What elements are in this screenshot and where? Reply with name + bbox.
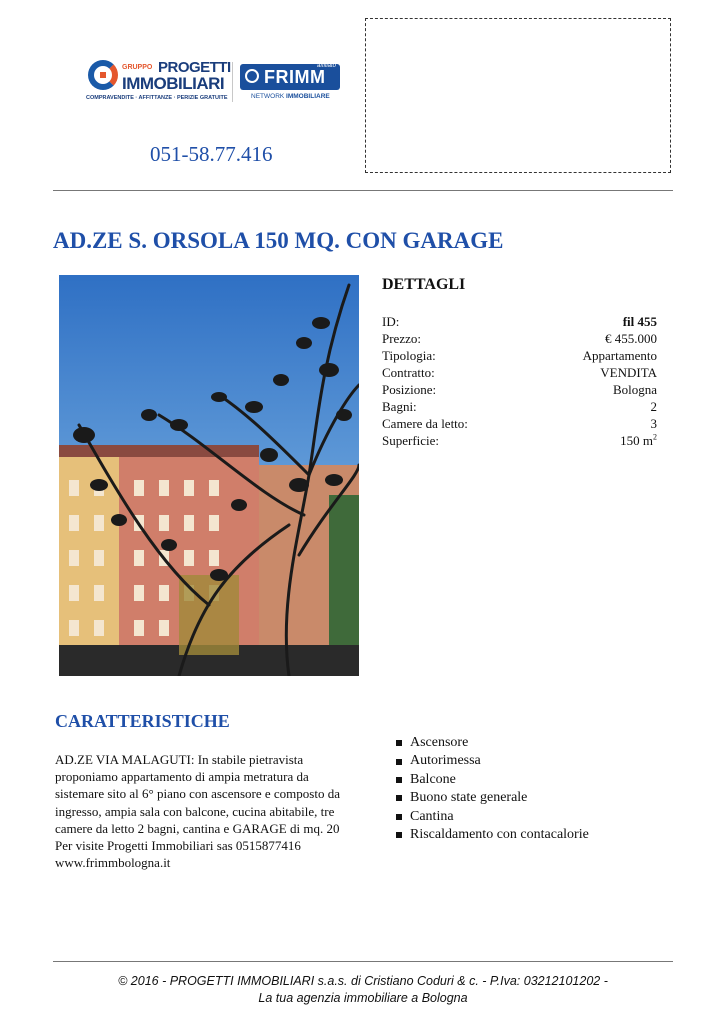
- detail-row-surface: Superficie: 150 $m^2$: [382, 432, 657, 448]
- feature-item: Cantina: [396, 808, 589, 826]
- feature-item: Buono state generale: [396, 789, 589, 807]
- website-link[interactable]: www.frimmbologna.it: [55, 855, 171, 871]
- logo-tagline: COMPRAVENDITE · AFFITTANZE · PERIZIE GRATUITE: [86, 95, 228, 101]
- footer-copyright: © 2016 - PROGETTI IMMOBILIARI s.a.s. di Cristiano Coduri & c. - P.Iva: 03212101202 -: [118, 974, 608, 988]
- agency-stamp-box: [365, 18, 671, 173]
- detail-row-price: Prezzo: € 455.000: [382, 331, 657, 346]
- feature-item: Ascensore: [396, 734, 589, 752]
- footer-tagline: La tua agenzia immobiliare a Bologna: [258, 991, 468, 1005]
- features-list: [396, 734, 589, 844]
- detail-row-bedrooms: Camere da letto: 3: [382, 416, 657, 431]
- logo-divider: [232, 62, 233, 102]
- property-photo: [59, 275, 359, 676]
- listing-description: AD.ZE VIA MALAGUTI: In stabile pietravista proponiamo appartamento di ampia metratura da sistemare sito al 6° piano con ascensore e composto da ingresso, ampia sala con balcone, cucina abitabile, tre camere da letto 2 bagni, cantina e GARAGE di mq. 20 Per visite Progetti Immobiliari sas 0515877416 www.frimmbologna.it: [55, 751, 360, 871]
- frimm-emblem-icon: [245, 69, 259, 83]
- features-heading: CARATTERISTICHE: [55, 711, 230, 731]
- listing-title: AD.ZE S. ORSOLA 150 MQ. CON GARAGE: [53, 228, 504, 253]
- building-photo-icon: [59, 275, 359, 676]
- feature-item: Balcone: [396, 771, 589, 789]
- header-divider: [53, 190, 673, 191]
- details-heading: DETTAGLI: [382, 276, 466, 293]
- detail-row-bathrooms: Bagni: 2: [382, 399, 657, 414]
- square-bullet-icon: [396, 777, 402, 783]
- square-bullet-icon: [396, 740, 402, 746]
- detail-row-location: Posizione: Bologna: [382, 382, 657, 397]
- footer: [53, 973, 673, 1007]
- square-bullet-icon: [396, 832, 402, 838]
- square-bullet-icon: [396, 795, 402, 801]
- logo-immobiliari: IMMOBILIARI: [122, 74, 225, 93]
- footer-divider: [53, 961, 673, 962]
- phone-number: 051-58.77.416: [150, 142, 273, 166]
- frimm-logo: [240, 58, 342, 104]
- progetti-immobiliari-logo: [86, 58, 231, 108]
- feature-item: Autorimessa: [396, 752, 589, 770]
- feature-item: Riscaldamento con contacalorie: [396, 826, 589, 844]
- frimm-name: FRIMM: [264, 67, 326, 87]
- detail-row-contract: Contratto: VENDITA: [382, 365, 657, 380]
- logo-progetti: PROGETTI: [158, 59, 231, 76]
- gpi-emblem-icon: [88, 60, 118, 90]
- frimm-affiliato: affiliato: [316, 63, 336, 69]
- square-bullet-icon: [396, 814, 402, 820]
- square-bullet-icon: [396, 759, 402, 765]
- logo-gruppo: GRUPPO: [122, 64, 153, 71]
- details-table: [382, 313, 657, 449]
- detail-row-type: Tipologia: Appartamento: [382, 348, 657, 363]
- frimm-network: NETWORK IMMOBILIARE: [251, 93, 330, 100]
- frimm-logo-box: [240, 64, 340, 90]
- detail-row-id: ID: fil 455: [382, 314, 657, 329]
